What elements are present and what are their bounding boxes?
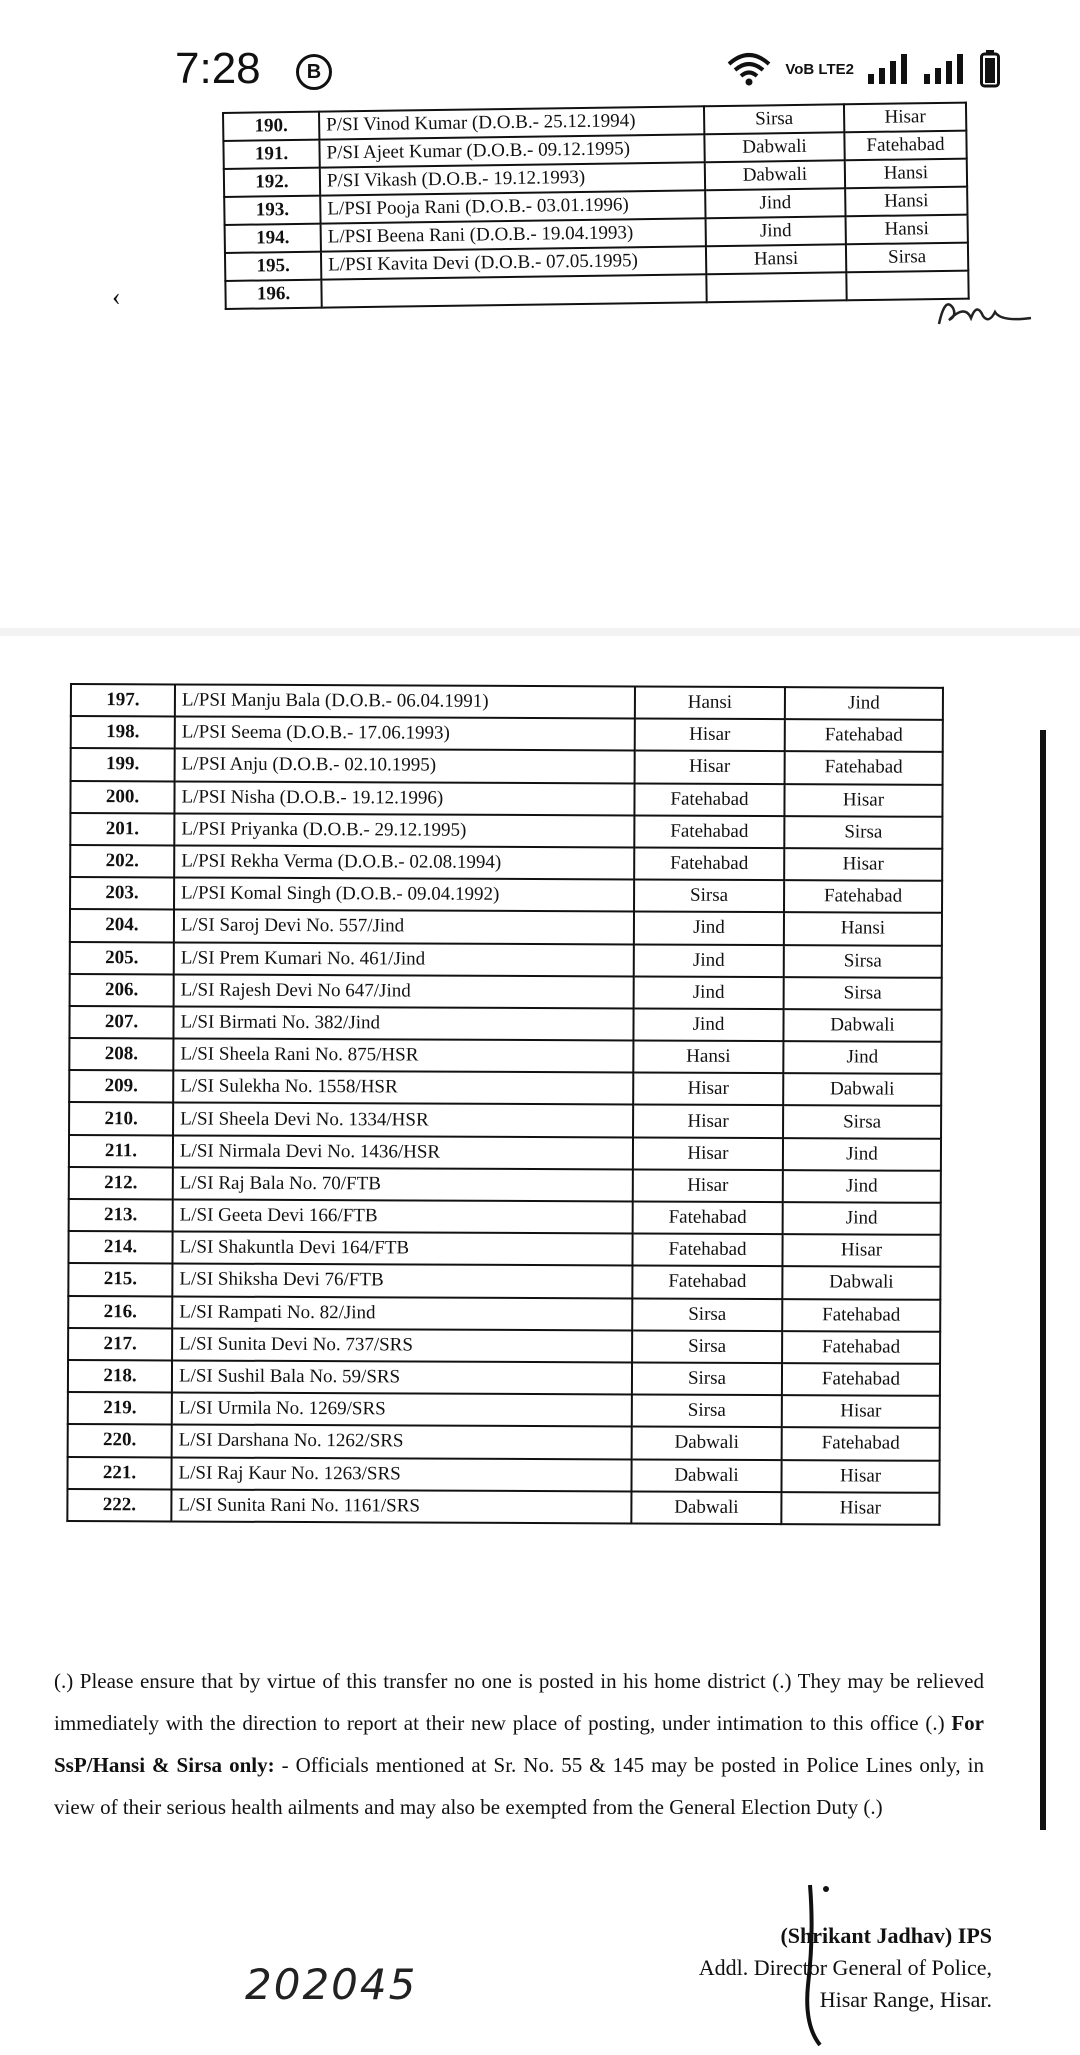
- table-row: [71, 716, 943, 752]
- serial-number-cell: 208.: [69, 1038, 173, 1071]
- serial-number-cell: 217.: [68, 1328, 172, 1361]
- serial-number-cell: 200.: [70, 781, 174, 814]
- note-bold: For SsP/Hansi & Sirsa only:: [54, 1711, 984, 1777]
- name-cell: L/SI Birmati No. 382/Jind: [173, 1006, 633, 1040]
- from-district-cell: Sirsa: [632, 1395, 782, 1428]
- to-district-cell: Hisar: [782, 1234, 940, 1267]
- to-district-cell: Hansi: [845, 187, 967, 217]
- name-cell: L/SI Raj Bala No. 70/FTB: [173, 1167, 633, 1201]
- instruction-note: [54, 1660, 984, 1828]
- notification-badge-icon: B: [296, 54, 332, 90]
- name-cell: L/PSI Priyanka (D.O.B.- 29.12.1995): [174, 813, 634, 847]
- name-cell: L/SI Saroj Devi No. 557/Jind: [174, 910, 634, 944]
- note-part-1: (.) Please ensure that by virtue of this transfer no one is posted in his home district (.) They may be relieved immediately with the direction to report at their new place of posting, under intimation to this office (.): [54, 1669, 984, 1735]
- from-district-cell: Fatehabad: [632, 1234, 782, 1267]
- serial-number-cell: 199.: [71, 748, 175, 781]
- margin-mark: ‹: [112, 282, 121, 311]
- from-district-cell: Fatehabad: [634, 815, 784, 848]
- to-district-cell: Fatehabad: [782, 1427, 940, 1460]
- to-district-cell: Hansi: [845, 159, 967, 189]
- table-row: [70, 845, 942, 881]
- name-cell: L/SI Sushil Bala No. 59/SRS: [172, 1360, 632, 1394]
- name-cell: L/PSI Seema (D.O.B.- 17.06.1993): [175, 717, 635, 751]
- name-cell: L/PSI Rekha Verma (D.O.B.- 02.08.1994): [174, 845, 634, 879]
- system-icons: [727, 50, 1000, 88]
- serial-number-cell: 205.: [70, 942, 174, 975]
- table-row: [71, 748, 943, 784]
- to-district-cell: Fatehabad: [782, 1299, 940, 1332]
- table-row: [68, 1424, 940, 1460]
- to-district-cell: Sirsa: [784, 977, 942, 1010]
- serial-number-cell: 206.: [70, 974, 174, 1007]
- to-district-cell: Fatehabad: [784, 880, 942, 913]
- from-district-cell: Dabwali: [705, 160, 845, 190]
- serial-number-cell: 211.: [69, 1135, 173, 1168]
- name-cell: L/SI Urmila No. 1269/SRS: [172, 1393, 632, 1427]
- to-district-cell: Sirsa: [846, 243, 968, 273]
- name-cell: L/SI Sulekha No. 1558/HSR: [173, 1071, 633, 1105]
- name-cell: L/SI Prem Kumari No. 461/Jind: [174, 942, 634, 976]
- table-row: [69, 1167, 941, 1203]
- from-district-cell: Fatehabad: [632, 1266, 782, 1299]
- to-district-cell: Jind: [783, 1138, 941, 1171]
- table-row: [70, 781, 942, 817]
- table-row: [68, 1360, 940, 1396]
- serial-number-cell: 196.: [225, 280, 321, 309]
- name-cell: L/SI Sunita Devi No. 737/SRS: [172, 1328, 632, 1362]
- from-district-cell: Hansi: [633, 1041, 783, 1074]
- signatory-designation: Addl. Director General of Police,: [698, 1955, 992, 1980]
- page-edge-shadow: [1040, 730, 1046, 1830]
- serial-number-cell: 221.: [67, 1456, 171, 1489]
- to-district-cell: Hansi: [784, 912, 942, 945]
- to-district-cell: Jind: [783, 1202, 941, 1235]
- serial-number-cell: 193.: [224, 196, 320, 225]
- from-district-cell: Sirsa: [632, 1362, 782, 1395]
- serial-number-cell: 210.: [69, 1102, 173, 1135]
- name-cell: L/PSI Pooja Rani (D.O.B.- 03.01.1996): [320, 190, 705, 223]
- serial-number-cell: 216.: [68, 1296, 172, 1329]
- from-district-cell: Sirsa: [632, 1330, 782, 1363]
- table-row: [67, 1456, 939, 1492]
- from-district-cell: Hisar: [635, 751, 785, 784]
- name-cell: L/PSI Komal Singh (D.O.B.- 09.04.1992): [174, 878, 634, 912]
- name-cell: P/SI Ajeet Kumar (D.O.B.- 09.12.1995): [319, 134, 704, 167]
- serial-number-cell: 191.: [223, 140, 319, 169]
- from-district-cell: [706, 272, 846, 302]
- to-district-cell: Fatehabad: [785, 751, 943, 784]
- from-district-cell: Hisar: [635, 719, 785, 752]
- table-row: [70, 909, 942, 945]
- name-cell: L/SI Darshana No. 1262/SRS: [172, 1425, 632, 1459]
- to-district-cell: Sirsa: [784, 816, 942, 849]
- name-cell: L/SI Shakuntla Devi 164/FTB: [172, 1232, 632, 1266]
- signal-1-icon: [868, 54, 910, 84]
- to-district-cell: Fatehabad: [785, 719, 943, 752]
- table-row: [69, 1135, 941, 1171]
- table-row: [71, 684, 943, 720]
- to-district-cell: Sirsa: [784, 945, 942, 978]
- name-cell: L/PSI Anju (D.O.B.- 02.10.1995): [175, 749, 635, 783]
- from-district-cell: Fatehabad: [634, 783, 784, 816]
- from-district-cell: Hansi: [706, 244, 846, 274]
- serial-number-cell: 192.: [224, 168, 320, 197]
- serial-number-cell: 197.: [71, 684, 175, 717]
- note-part-2: - Officials mentioned at Sr. No. 55 & 145 may be posted in Police Lines only, in view of their serious health ailments and may also be exempted from the General Election Duty (.): [54, 1753, 984, 1819]
- name-cell: L/SI Shiksha Devi 76/FTB: [172, 1264, 632, 1298]
- from-district-cell: Hisar: [633, 1169, 783, 1202]
- from-district-cell: Jind: [706, 216, 846, 246]
- from-district-cell: Sirsa: [632, 1298, 782, 1331]
- name-cell: P/SI Vikash (D.O.B.- 19.12.1993): [320, 162, 705, 195]
- battery-icon: [980, 50, 1000, 88]
- serial-number-cell: 195.: [225, 252, 321, 281]
- name-cell: L/SI Rampati No. 82/Jind: [172, 1296, 632, 1330]
- signature-block: [699, 1920, 992, 2016]
- table-row: [70, 942, 942, 978]
- serial-number-cell: 215.: [68, 1263, 172, 1296]
- from-district-cell: Jind: [634, 912, 784, 945]
- from-district-cell: Jind: [705, 188, 845, 218]
- transfer-table-top: [222, 102, 970, 310]
- table-row: [70, 813, 942, 849]
- table-row: [69, 1102, 941, 1138]
- to-district-cell: Hisar: [781, 1492, 939, 1525]
- to-district-cell: Hisar: [781, 1460, 939, 1493]
- serial-number-cell: 213.: [69, 1199, 173, 1232]
- signal-2-icon: [924, 54, 966, 84]
- serial-number-cell: 207.: [69, 1006, 173, 1039]
- name-cell: L/SI Nirmala Devi No. 1436/HSR: [173, 1135, 633, 1169]
- to-district-cell: Dabwali: [783, 1073, 941, 1106]
- from-district-cell: Fatehabad: [634, 847, 784, 880]
- name-cell: [321, 274, 706, 307]
- serial-number-cell: 201.: [70, 813, 174, 846]
- serial-number-cell: 218.: [68, 1360, 172, 1393]
- name-cell: L/SI Raj Kaur No. 1263/SRS: [171, 1457, 631, 1491]
- to-district-cell: Jind: [785, 687, 943, 720]
- from-district-cell: Dabwali: [631, 1459, 781, 1492]
- table-row: [68, 1263, 940, 1299]
- name-cell: L/PSI Kavita Devi (D.O.B.- 07.05.1995): [321, 246, 706, 279]
- clock: 7:28: [175, 44, 261, 93]
- table-row: [70, 877, 942, 913]
- serial-number-cell: 203.: [70, 877, 174, 910]
- to-district-cell: Hansi: [846, 215, 968, 245]
- from-district-cell: Jind: [634, 976, 784, 1009]
- to-district-cell: Fatehabad: [782, 1363, 940, 1396]
- from-district-cell: Jind: [633, 1008, 783, 1041]
- name-cell: L/SI Geeta Devi 166/FTB: [173, 1199, 633, 1233]
- to-district-cell: Sirsa: [783, 1106, 941, 1139]
- serial-number-cell: 212.: [69, 1167, 173, 1200]
- serial-number-cell: 209.: [69, 1070, 173, 1103]
- serial-number-cell: 214.: [68, 1231, 172, 1264]
- network-type-label: VoB LTE2: [785, 60, 854, 78]
- table-row: [68, 1296, 940, 1332]
- to-district-cell: Fatehabad: [782, 1331, 940, 1364]
- from-district-cell: Sirsa: [634, 880, 784, 913]
- serial-number-cell: 202.: [70, 845, 174, 878]
- to-district-cell: Dabwali: [782, 1266, 940, 1299]
- table-row: [70, 974, 942, 1010]
- table-row: [69, 1199, 941, 1235]
- from-district-cell: Jind: [634, 944, 784, 977]
- signatory-office: Hisar Range, Hisar.: [819, 1987, 992, 2012]
- name-cell: L/PSI Manju Bala (D.O.B.- 06.04.1991): [175, 684, 635, 718]
- from-district-cell: Hisar: [633, 1105, 783, 1138]
- to-district-cell: Hisar: [784, 848, 942, 881]
- table-row: [69, 1070, 941, 1106]
- name-cell: L/PSI Beena Rani (D.O.B.- 19.04.1993): [321, 218, 706, 251]
- table-row: [68, 1328, 940, 1364]
- initials-signature-icon: [935, 294, 1035, 334]
- name-cell: L/SI Sheela Rani No. 875/HSR: [173, 1039, 633, 1073]
- serial-number-cell: 194.: [225, 224, 321, 253]
- name-cell: L/SI Rajesh Devi No 647/Jind: [174, 974, 634, 1008]
- from-district-cell: Fatehabad: [633, 1201, 783, 1234]
- serial-number-cell: 220.: [68, 1424, 172, 1457]
- to-district-cell: Jind: [783, 1170, 941, 1203]
- signatory-name: (Shrikant Jadhav) IPS: [780, 1923, 992, 1948]
- wifi-icon: [727, 52, 771, 86]
- serial-number-cell: 204.: [70, 909, 174, 942]
- to-district-cell: Jind: [783, 1041, 941, 1074]
- from-district-cell: Hansi: [635, 686, 785, 719]
- name-cell: L/SI Sheela Devi No. 1334/HSR: [173, 1103, 633, 1137]
- from-district-cell: Dabwali: [632, 1427, 782, 1460]
- table-row: [69, 1006, 941, 1042]
- name-cell: L/SI Sunita Rani No. 1161/SRS: [171, 1489, 631, 1523]
- to-district-cell: Fatehabad: [844, 131, 966, 161]
- serial-number-cell: 190.: [223, 112, 319, 141]
- from-district-cell: Dabwali: [631, 1491, 781, 1524]
- from-district-cell: Hisar: [633, 1137, 783, 1170]
- from-district-cell: Sirsa: [704, 104, 844, 134]
- serial-number-cell: 222.: [67, 1489, 171, 1522]
- page-divider: [0, 628, 1080, 636]
- table-row: [67, 1489, 939, 1525]
- to-district-cell: Hisar: [782, 1395, 940, 1428]
- to-district-cell: Hisar: [784, 784, 942, 817]
- handwritten-number: 202045: [245, 1960, 418, 2009]
- name-cell: L/PSI Nisha (D.O.B.- 19.12.1996): [174, 781, 634, 815]
- name-cell: P/SI Vinod Kumar (D.O.B.- 25.12.1994): [319, 106, 704, 139]
- table-row: [68, 1231, 940, 1267]
- from-district-cell: Dabwali: [704, 132, 844, 162]
- to-district-cell: Hisar: [844, 103, 966, 133]
- table-row: [68, 1392, 940, 1428]
- to-district-cell: Dabwali: [783, 1009, 941, 1042]
- transfer-table-main: [66, 683, 944, 1526]
- serial-number-cell: 219.: [68, 1392, 172, 1425]
- table-row: [69, 1038, 941, 1074]
- serial-number-cell: 198.: [71, 716, 175, 749]
- from-district-cell: Hisar: [633, 1073, 783, 1106]
